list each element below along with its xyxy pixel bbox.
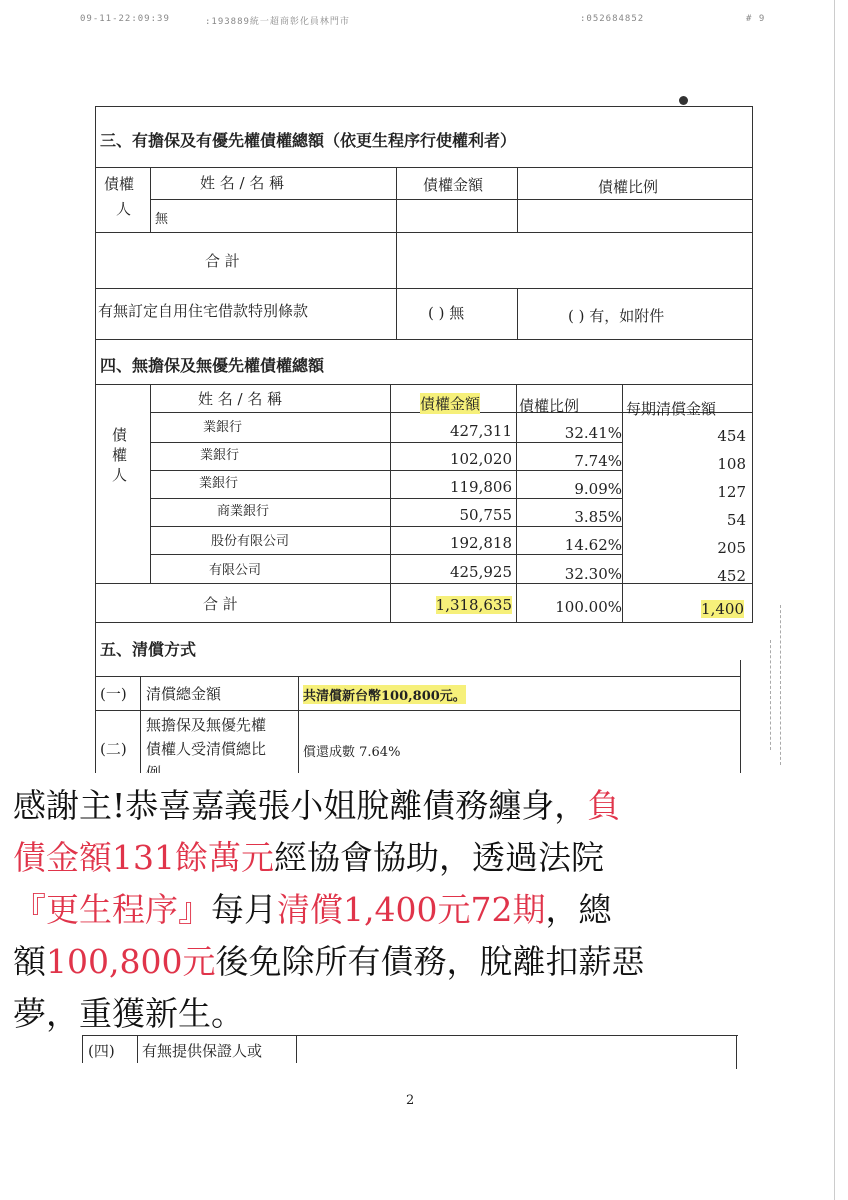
ratio-cell: 9.09% bbox=[574, 480, 622, 498]
creditor-name: 股份有限公司 bbox=[211, 534, 290, 549]
total-ratio: 100.00% bbox=[555, 598, 622, 616]
page-edge bbox=[834, 0, 835, 1200]
fax-datetime: 09-11-22:09:39 bbox=[80, 14, 170, 24]
testimony-highlight: 債金額131餘萬元 bbox=[13, 838, 274, 877]
testimony-highlight: 100,800元 bbox=[46, 942, 216, 981]
total-repayment-value: 共清償新台幣100,800元。 bbox=[303, 685, 466, 704]
payment-cell: 454 bbox=[717, 427, 746, 445]
item-label: 無擔保及無優先權 bbox=[146, 716, 267, 734]
total-label: 合 計 bbox=[205, 252, 240, 270]
fax-number: :052684852 bbox=[580, 14, 645, 24]
amount-cell: 102,020 bbox=[449, 450, 512, 468]
creditor-name: 業銀行 bbox=[200, 448, 240, 463]
amount-cell: 50,755 bbox=[459, 506, 512, 524]
col-ratio-header: 債權比例 bbox=[519, 397, 580, 415]
creditor-label: 人 bbox=[116, 200, 132, 218]
row-value: 無 bbox=[155, 212, 169, 227]
repayment-ratio-value: 償還成數 7.64% bbox=[303, 745, 401, 760]
option-has: ( ) 有，如附件 bbox=[568, 307, 665, 325]
item-label: 債權人受清償總比 bbox=[146, 740, 267, 758]
payment-cell: 452 bbox=[717, 567, 746, 585]
scan-artifact bbox=[780, 605, 781, 765]
total-label: 合 計 bbox=[203, 595, 238, 613]
col-amount-header: 債權金額 bbox=[423, 176, 484, 194]
item-label: 清償總金額 bbox=[146, 685, 222, 703]
section3-title: 三、有擔保及有優先權債權總額（依更生程序行使權利者） bbox=[100, 131, 517, 150]
testimony-text: 經協會協助，透過法院 bbox=[274, 838, 604, 877]
creditor-label: 債權 bbox=[104, 175, 135, 193]
creditor-name: 有限公司 bbox=[209, 563, 262, 578]
total-amount: 1,318,635 bbox=[435, 596, 512, 614]
testimony-highlight: 負 bbox=[587, 786, 621, 825]
ratio-cell: 32.30% bbox=[564, 565, 622, 583]
testimony-text: 額 bbox=[13, 942, 46, 981]
amount-cell: 427,311 bbox=[449, 422, 512, 440]
fax-sender: :193889統一超商彰化員林門市 bbox=[205, 17, 350, 27]
item-label: 有無提供保證人或 bbox=[142, 1042, 263, 1060]
item-number: (一) bbox=[100, 685, 127, 703]
payment-cell: 205 bbox=[717, 539, 746, 557]
testimony-text: 後免除所有債務，脫離扣薪惡 bbox=[215, 942, 645, 981]
testimony-highlight: 『更生程序』 bbox=[13, 890, 211, 929]
testimony-highlight: 清償1,400元72期 bbox=[277, 890, 546, 929]
housing-clause-label: 有無訂定自用住宅借款特別條款 bbox=[98, 302, 309, 320]
col-name-header: 姓 名 / 名 稱 bbox=[200, 174, 285, 192]
ratio-cell: 14.62% bbox=[564, 536, 622, 554]
payment-cell: 108 bbox=[717, 455, 746, 473]
ink-speck bbox=[679, 96, 688, 105]
col-amount-header: 債權金額 bbox=[420, 395, 481, 413]
total-payment: 1,400 bbox=[701, 600, 744, 618]
ratio-cell: 32.41% bbox=[564, 424, 622, 442]
creditor-name: 業銀行 bbox=[199, 476, 239, 491]
testimony-text: 感謝主!恭喜嘉義張小姐脫離債務纏身， bbox=[13, 786, 588, 825]
creditor-label: 權 bbox=[112, 446, 128, 464]
creditor-label: 人 bbox=[112, 466, 128, 484]
creditor-label: 債 bbox=[112, 426, 128, 444]
payment-cell: 127 bbox=[717, 483, 746, 501]
option-none: ( ) 無 bbox=[428, 304, 465, 322]
item-number: (二) bbox=[100, 740, 127, 758]
ratio-cell: 7.74% bbox=[574, 452, 622, 470]
section5-title: 五、清償方式 bbox=[100, 640, 197, 659]
testimony-text: 每月 bbox=[211, 890, 277, 929]
payment-cell: 54 bbox=[726, 511, 746, 529]
col-ratio-header: 債權比例 bbox=[598, 178, 659, 196]
testimony-text: 夢，重獲新生。 bbox=[13, 994, 244, 1033]
item-number: (四) bbox=[88, 1042, 115, 1060]
amount-cell: 192,818 bbox=[449, 534, 512, 552]
amount-cell: 425,925 bbox=[449, 563, 512, 581]
scan-artifact bbox=[770, 640, 771, 750]
page-number: 2 bbox=[406, 1093, 415, 1108]
creditor-name: 商業銀行 bbox=[217, 504, 270, 519]
creditor-name: 業銀行 bbox=[203, 420, 243, 435]
section4-title: 四、無擔保及無優先權債權總額 bbox=[100, 356, 325, 375]
testimony-text: ，總 bbox=[545, 890, 612, 929]
testimony-overlay bbox=[0, 773, 812, 1035]
col-name-header: 姓 名 / 名 稱 bbox=[198, 390, 283, 408]
fax-page: # 9 bbox=[746, 14, 766, 24]
ratio-cell: 3.85% bbox=[574, 508, 622, 526]
col-payment-header: 每期清償金額 bbox=[626, 400, 717, 418]
amount-cell: 119,806 bbox=[449, 478, 512, 496]
